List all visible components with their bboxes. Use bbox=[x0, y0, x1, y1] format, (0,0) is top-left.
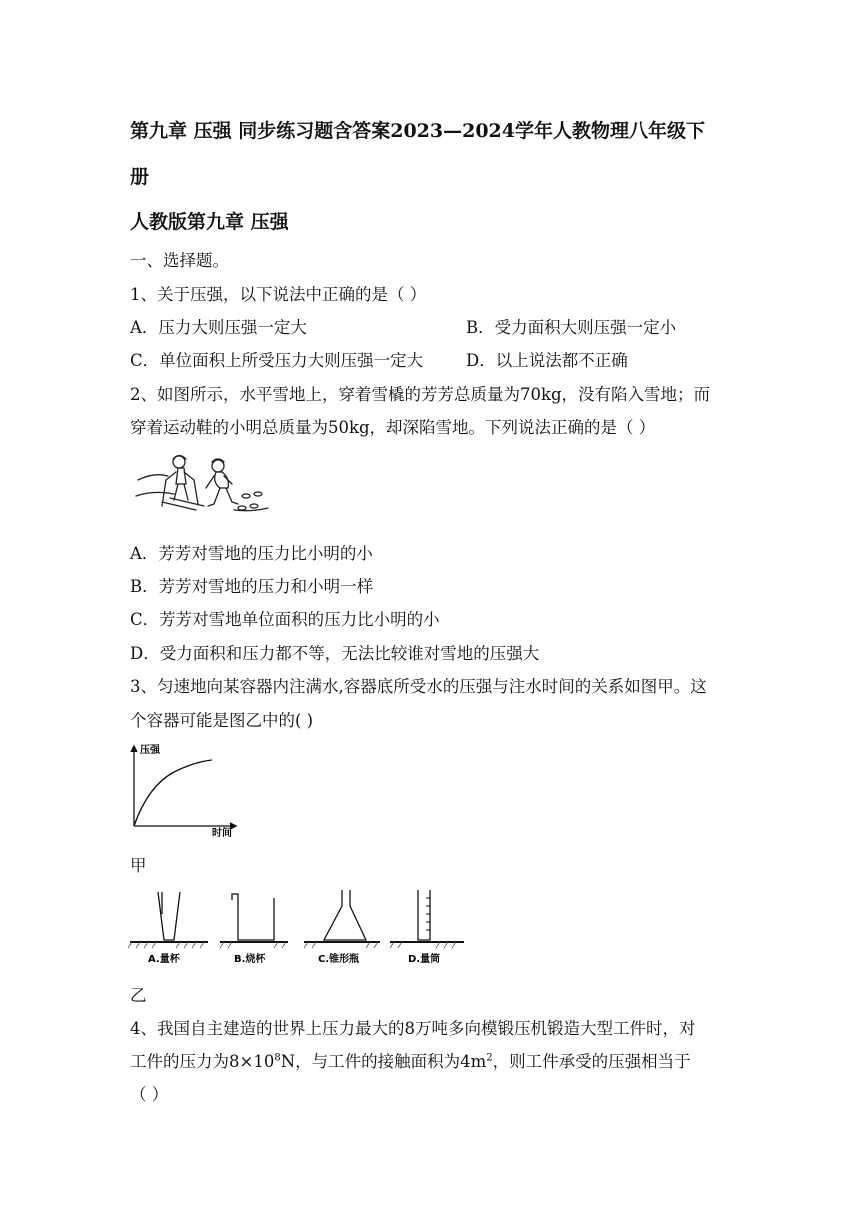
q1-option-c: C．单位面积上所受压力大则压强一定大 bbox=[130, 351, 424, 370]
document-title-line2: 册 bbox=[130, 166, 150, 188]
q3-stem-line2: 个容器可能是图乙中的( ) bbox=[130, 711, 314, 730]
graph-xlabel: 时间 bbox=[212, 828, 232, 838]
conical-flask-shape bbox=[324, 890, 366, 940]
q2-option-b: B．芳芳对雪地的压力和小明一样 bbox=[130, 577, 374, 596]
pressure-time-graph bbox=[128, 742, 240, 838]
measuring-cup-shape bbox=[158, 892, 180, 940]
q4-line2-post: ，则工件承受的压强相当于 bbox=[492, 1052, 691, 1071]
q1-stem: 1、关于压强，以下说法中正确的是（ ） bbox=[130, 285, 427, 304]
snow-illustration bbox=[134, 450, 270, 518]
container-label-a: A.量杯 bbox=[148, 954, 180, 965]
container-label-c: C.锥形瓶 bbox=[318, 954, 360, 965]
q1-option-b: B．受力面积大则压强一定小 bbox=[466, 318, 677, 337]
section-heading: 一、选择题。 bbox=[130, 251, 229, 270]
q4-stem-line1: 4、我国自主建造的世界上压力最大的8万吨多向模锻压机锻造大型工件时，对 bbox=[130, 1019, 696, 1038]
q4-area-exponent: 2 bbox=[486, 1052, 493, 1064]
q2-option-c: C．芳芳对雪地单位面积的压力比小明的小 bbox=[130, 610, 440, 629]
q4-exponent: 8 bbox=[274, 1052, 281, 1064]
document-subtitle: 人教版第九章 压强 bbox=[130, 211, 289, 233]
q4-line2-mid: N，与工件的接触面积为4m bbox=[280, 1052, 487, 1071]
q2-stem-line1: 2、如图所示，水平雪地上，穿着雪橇的芳芳总质量为70kg，没有陷入雪地；而 bbox=[130, 385, 711, 404]
q4-stem-line3: （ ） bbox=[130, 1085, 169, 1104]
document-title-line1: 第九章 压强 同步练习题含答案2023—2024学年人教物理八年级下 bbox=[130, 120, 705, 142]
pressure-curve bbox=[134, 760, 212, 826]
q4-line2-pre: 工件的压力为8×10 bbox=[130, 1052, 275, 1071]
q2-option-a: A．芳芳对雪地的压力比小明的小 bbox=[130, 544, 373, 563]
container-label-b: B.烧杯 bbox=[234, 954, 266, 965]
graph-ylabel: 压强 bbox=[140, 745, 160, 756]
figure-yi-label: 乙 bbox=[130, 986, 147, 1005]
q2-stem-line2: 穿着运动鞋的小明总质量为50kg，却深陷雪地。下列说法正确的是（ ） bbox=[130, 418, 656, 437]
container-label-d: D.量筒 bbox=[408, 954, 441, 965]
figure-jia-label: 甲 bbox=[130, 856, 147, 875]
q1-option-a: A．压力大则压强一定大 bbox=[130, 318, 307, 337]
containers-figure bbox=[128, 884, 464, 966]
q3-stem-line1: 3、匀速地向某容器内注满水,容器底所受水的压强与注水时间的关系如图甲。这 bbox=[130, 677, 707, 696]
beaker-shape bbox=[232, 894, 274, 940]
q1-option-d: D．以上说法都不正确 bbox=[466, 351, 628, 370]
q4-stem-line2 bbox=[130, 1048, 691, 1072]
q2-option-d: D．受力面积和压力都不等，无法比较谁对雪地的压强大 bbox=[130, 644, 540, 663]
